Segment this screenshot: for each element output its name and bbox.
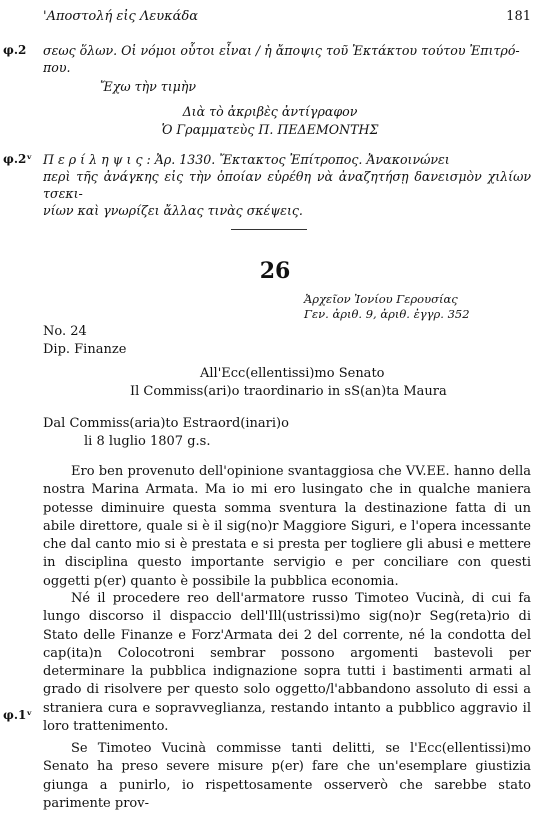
greek-paragraph <box>43 42 531 76</box>
addressee: All'Ecc(ellentissi)mo Senato <box>200 366 385 381</box>
letter-date: li 8 luglio 1807 g.s. <box>84 434 211 449</box>
closing-honor: Ἔχω τὴν τιμὴν <box>100 79 197 94</box>
summary-label: Π ε ρ ί λ η ψ ι ς : <box>43 152 151 167</box>
greek-line: που. <box>43 60 71 75</box>
folio-marker: φ.2ᵛ <box>3 152 33 166</box>
summary-text: νίων καὶ γνωρίζει ἄλλας τινὰς σκέψεις. <box>43 203 303 218</box>
document-number-line: No. 24 <box>43 324 87 339</box>
sender-office: Dal Commiss(aria)to Estraord(inari)o <box>43 416 289 431</box>
summary-paragraph <box>43 151 531 219</box>
section-divider <box>231 229 307 230</box>
folio-marker: φ.1ᵛ <box>3 708 33 722</box>
secretary-signature: Ὁ Γραμματεὺς Π. ΠΕΔΕΜΟΝΤΗΣ <box>161 122 379 137</box>
archive-line: Ἀρχεῖον Ἰονίου Γερουσίας <box>304 292 458 306</box>
archive-line: Γεν. ἀριθ. 9, ἀριθ. ἐγγρ. 352 <box>304 307 470 321</box>
folio-marker: φ.2 <box>3 43 27 57</box>
summary-text: Ἀρ. 1330. Ἔκτακτος Ἐπίτροπος. Ἀνακοινώνει <box>150 152 450 167</box>
certified-copy-line: Διὰ τὸ ἀκριβὲς ἀντίγραφον <box>182 104 358 119</box>
body-paragraph: Se Timoteo Vucinà commisse tanti delitti, se l'Ecc(ellentissi)mo Senato ha preso severe misure p(er) fare che un'esemplare giustizia giunga a punirlo, io rispettosamente osserverò che sarebbe stato parimente prov- <box>43 741 531 811</box>
body-paragraph: Né il procedere reo dell'armatore russo Timoteo Vucinà, di cui fa lungo discorso il dispaccio dell'Ill(ustrissi)mo sig(no)r Seg(reta)rio di Stato delle Finanze e Forz'Armata dei 2 del corrente, né la condotta del cap(ita)n Colocotroni sembrar possono argomenti bastevoli per determinare la pubblica indignazione sopra tutti i bastimenti armati al grado di risolvere per questo solo oggetto/l'abbandono assoluto di essi a straniera cura e sopravveglianza, restando intanto a pubblico aggravio il loro trattenimento. <box>43 591 531 735</box>
archive-reference <box>304 292 524 322</box>
body-paragraph: Ero ben provenuto dell'opinione svantaggiosa che VV.EE. hanno della nostra Marina Armata. Ma io mi ero lusingato che in qualche maniera potesse diminuire questa somma sventura la destinazione fatta di un abile direttore, quale si è il sig(no)r Maggiore Siguri, e l'opera incessante che dal canto mio si è prestata e si presta per togliere gli abusi e mettere in disciplina questo importante servigio e per conciliare con questi oggetti p(er) quanto è possibile la pubblica economia. <box>43 464 531 589</box>
greek-line: σεως ὅλων. Οἱ νόμοι οὗτοι εἶναι / ἡ ἄποψις τοῦ Ἐκτάκτου τούτου Ἐπιτρό- <box>43 43 520 58</box>
summary-text: περὶ τῆς ἀνάγκης εἰς τὴν ὁποίαν εὑρέθη νὰ ἀναζητήσῃ δανεισμὸν χιλίων τσεκι- <box>43 169 531 201</box>
sender-title: Il Commiss(ari)o traordinario in sS(an)ta Maura <box>130 384 447 399</box>
department-line: Dip. Finanze <box>43 342 127 357</box>
page-number: 181 <box>506 9 531 24</box>
running-header: 'Αποστολή εἰς Λευκάδα <box>43 9 199 24</box>
document-number: 26 <box>259 258 291 284</box>
